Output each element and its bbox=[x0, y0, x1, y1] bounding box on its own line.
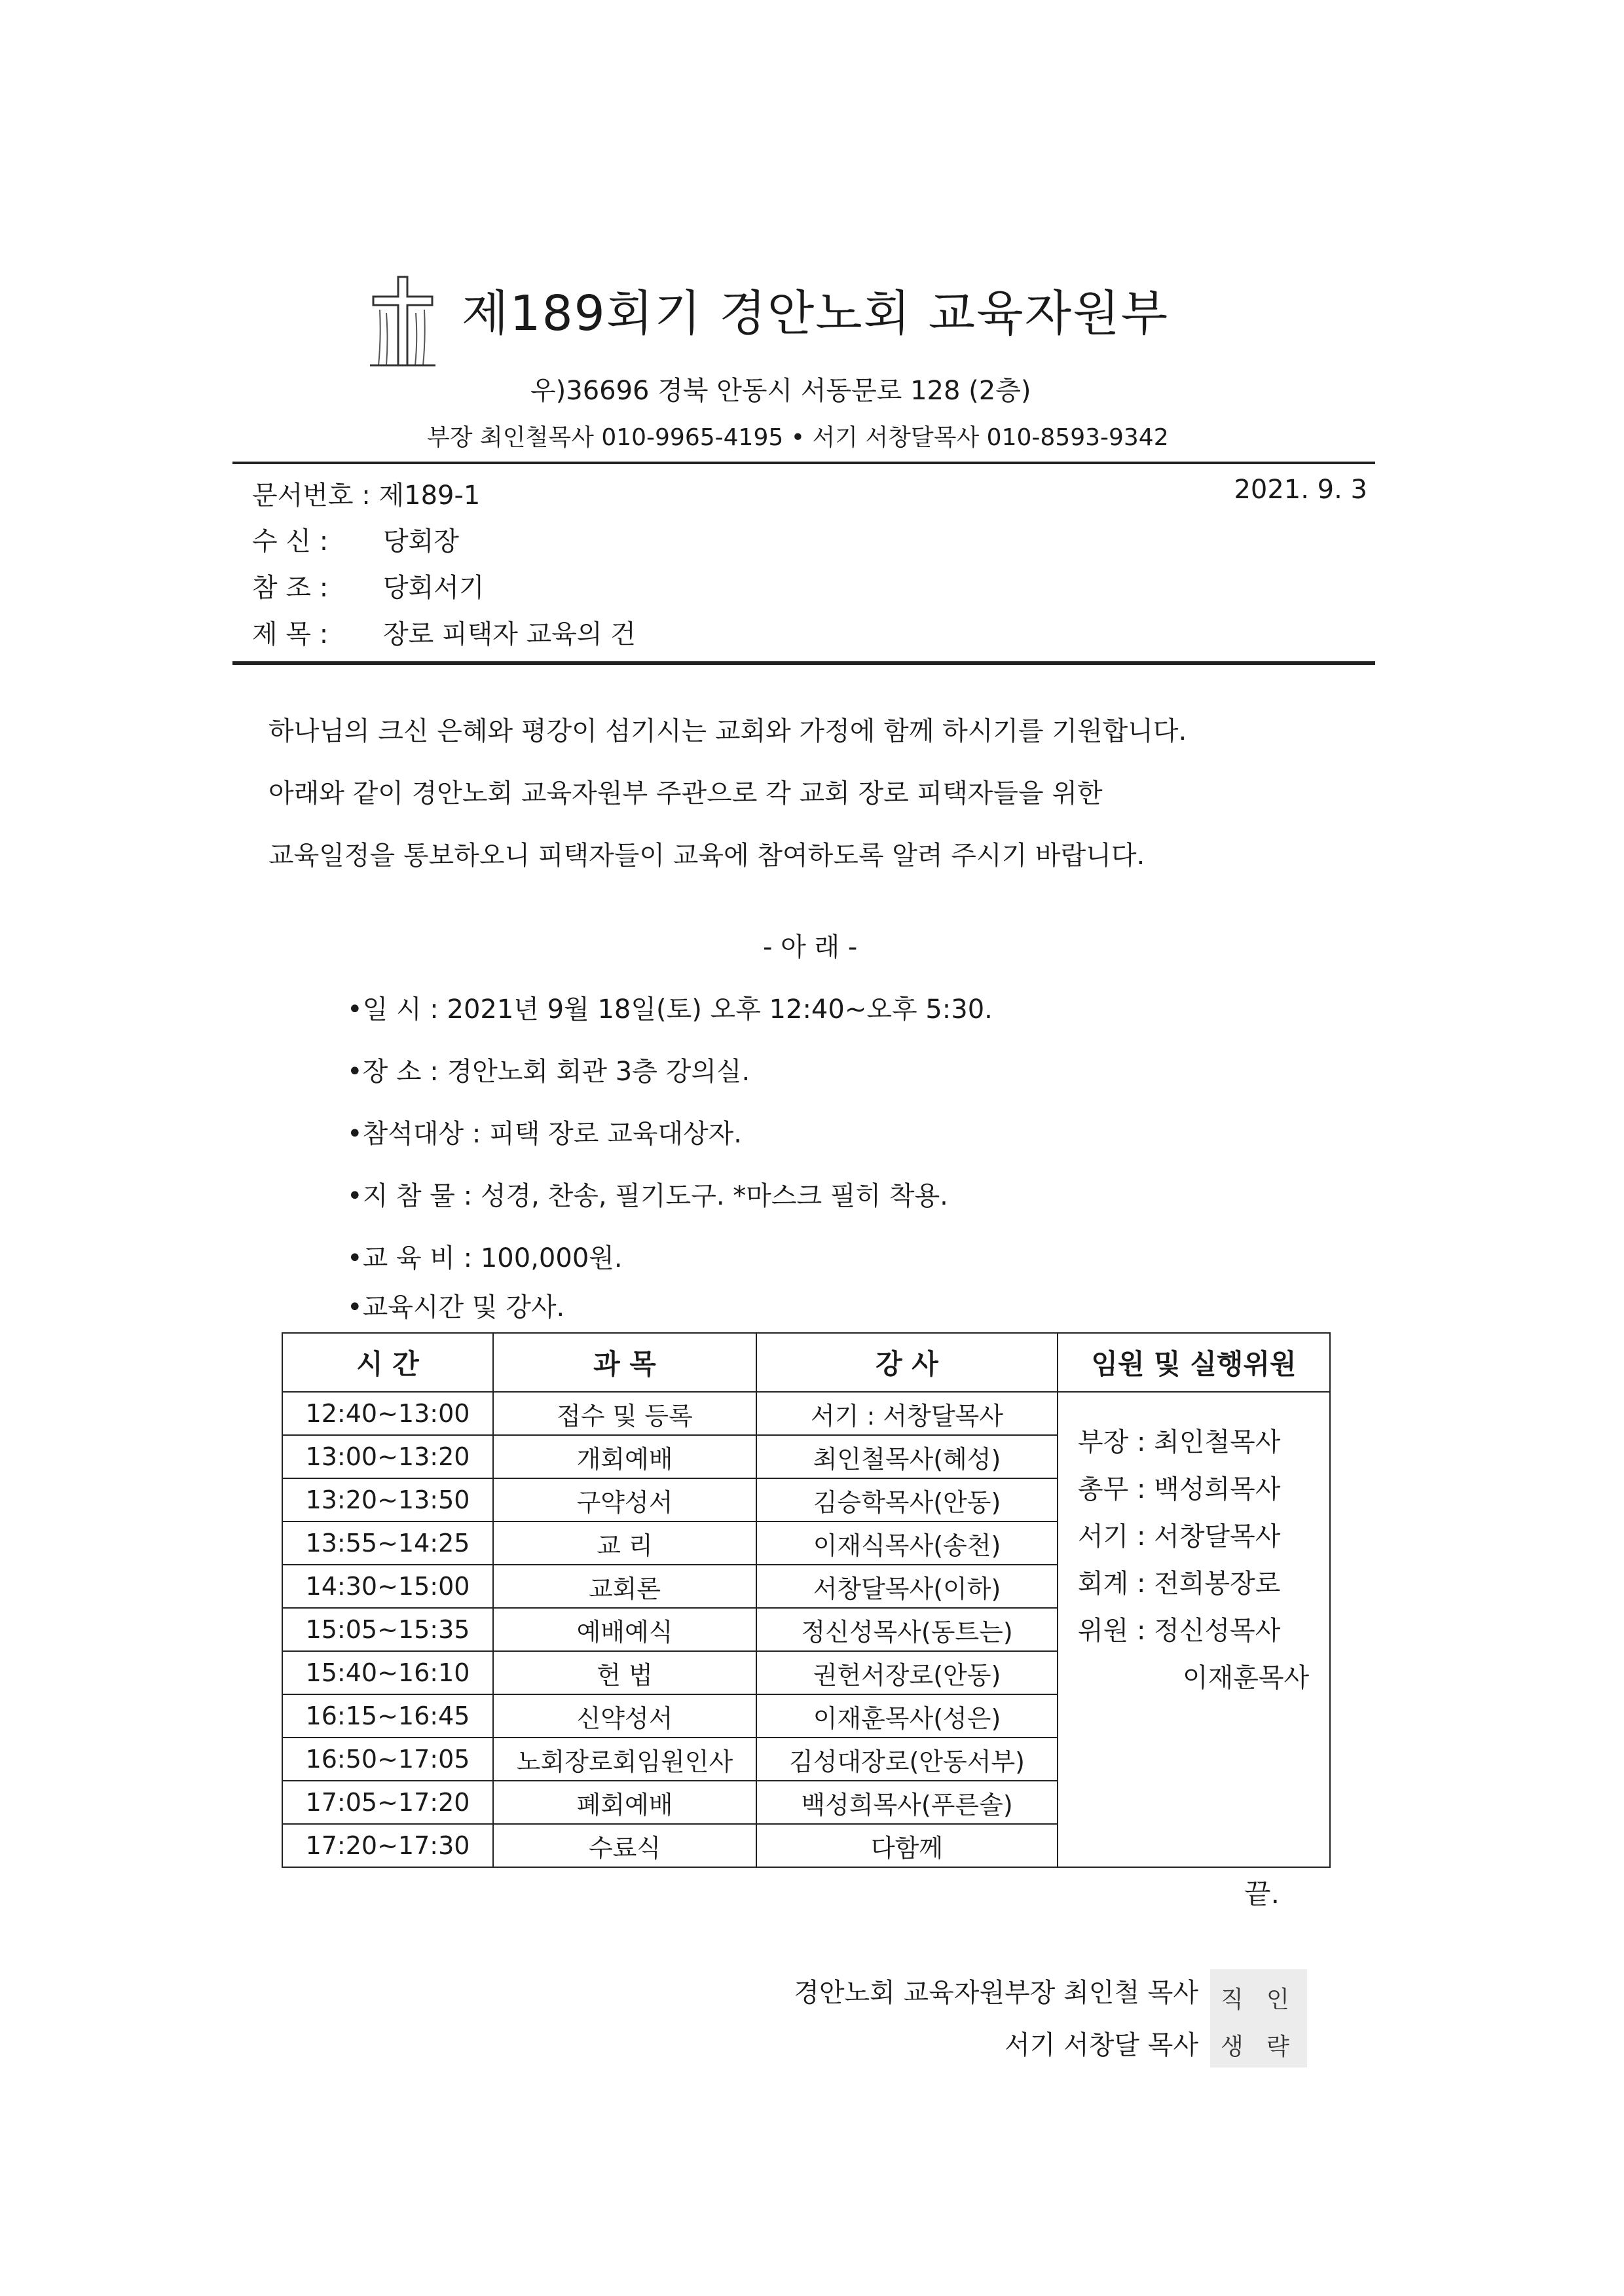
subject-cell: 수료식 bbox=[493, 1824, 756, 1867]
staff-line: 위원 : 정신성목사 bbox=[1078, 1616, 1281, 1646]
subject-cell: 신약성서 bbox=[493, 1694, 756, 1738]
time-cell: 12:40~13:00 bbox=[282, 1392, 493, 1435]
lecturer-cell: 김성대장로(안동서부) bbox=[756, 1738, 1058, 1781]
reference-label: 참 조 : bbox=[252, 573, 329, 603]
doc-number: 제189-1 bbox=[378, 481, 481, 511]
time-cell: 13:20~13:50 bbox=[282, 1478, 493, 1522]
letterhead-address: 우)36696 경북 안동시 서동문로 128 (2층) bbox=[530, 376, 1031, 406]
subject: 장로 피택자 교육의 건 bbox=[383, 619, 636, 649]
seal-char: 인 bbox=[1266, 1986, 1289, 2013]
body-line-3: 교육일정을 통보하오니 피택자들이 교육에 참여하도록 알려 주시기 바랍니다. bbox=[268, 841, 1145, 871]
detail-items bbox=[347, 1175, 948, 1212]
seal-char: 생 bbox=[1221, 2033, 1244, 2060]
staff-line: 서기 : 서창달목사 bbox=[1078, 1522, 1281, 1552]
subject-cell: 개회예배 bbox=[493, 1435, 756, 1478]
detail-schedule-title bbox=[347, 1286, 564, 1324]
doc-date: 2021. 9. 3 bbox=[1234, 475, 1367, 505]
lecturer-cell: 서창달목사(이하) bbox=[756, 1565, 1058, 1608]
time-cell: 13:55~14:25 bbox=[282, 1522, 493, 1565]
subject-cell: 접수 및 등록 bbox=[493, 1392, 756, 1435]
subject-cell: 노회장로회임원인사 bbox=[493, 1738, 756, 1781]
time-cell: 15:40~16:10 bbox=[282, 1651, 493, 1694]
body-line-2: 아래와 같이 경안노회 교육자원부 주관으로 각 교회 장로 피택자들을 위한 bbox=[268, 778, 1103, 809]
col-header-lecturer: 강 사 bbox=[756, 1333, 1058, 1392]
time-cell: 14:30~15:00 bbox=[282, 1565, 493, 1608]
lecturer-cell: 이재식목사(송천) bbox=[756, 1522, 1058, 1565]
detail-value: 2021년 9월 18일(토) 오후 12:40~오후 5:30. bbox=[447, 994, 993, 1025]
subject-cell: 교 리 bbox=[493, 1522, 756, 1565]
time-cell: 17:20~17:30 bbox=[282, 1824, 493, 1867]
detail-label: •장 소 : bbox=[347, 1057, 439, 1087]
lecturer-cell: 백성희목사(푸른솔) bbox=[756, 1781, 1058, 1824]
lecturer-cell: 최인철목사(혜성) bbox=[756, 1435, 1058, 1478]
detail-value: 성경, 찬송, 필기도구. *마스크 필히 착용. bbox=[480, 1181, 948, 1211]
header-divider bbox=[232, 462, 1375, 464]
detail-label: •지 참 물 : bbox=[347, 1181, 473, 1211]
subject-cell: 헌 법 bbox=[493, 1651, 756, 1694]
ahrae-heading: - 아 래 - bbox=[763, 932, 858, 962]
detail-label: •참석대상 : bbox=[347, 1119, 481, 1149]
body-line-1: 하나님의 크신 은혜와 평강이 섬기시는 교회와 가정에 함께 하시기를 기원합니다. bbox=[268, 716, 1187, 746]
cross-logo-icon bbox=[367, 274, 439, 372]
seal-char: 략 bbox=[1266, 2033, 1289, 2060]
meta-divider bbox=[232, 661, 1375, 665]
end-mark: 끝. bbox=[1244, 1878, 1280, 1910]
seal-omitted-stamp bbox=[1210, 1969, 1307, 2068]
lecturer-cell: 이재훈목사(성은) bbox=[756, 1694, 1058, 1738]
staff-line: 부장 : 최인철목사 bbox=[1078, 1427, 1281, 1457]
subject-label: 제 목 : bbox=[252, 619, 329, 649]
lecturer-cell: 서기 : 서창달목사 bbox=[756, 1392, 1058, 1435]
lecturer-cell: 권헌서장로(안동) bbox=[756, 1651, 1058, 1694]
subject-cell: 교회론 bbox=[493, 1565, 756, 1608]
detail-attendees bbox=[347, 1113, 742, 1150]
seal-char: 직 bbox=[1221, 1986, 1244, 2013]
reference-line bbox=[252, 567, 485, 604]
subject-line bbox=[252, 613, 636, 651]
signer-head: 경안노회 교육자원부장 최인철 목사 bbox=[794, 1978, 1198, 2008]
time-cell: 13:00~13:20 bbox=[282, 1435, 493, 1478]
staff-line: 총무 : 백성희목사 bbox=[1078, 1474, 1281, 1504]
detail-label: •일 시 : bbox=[347, 994, 439, 1025]
subject-cell: 예배예식 bbox=[493, 1608, 756, 1651]
staff-cell bbox=[1058, 1392, 1330, 1867]
letterhead-contact: 부장 최인철목사 010-9965-4195 • 서기 서창달목사 010-8593-9342 bbox=[427, 424, 1169, 451]
detail-label: •교육시간 및 강사. bbox=[347, 1292, 565, 1322]
detail-fee bbox=[347, 1237, 623, 1275]
recipient: 당회장 bbox=[383, 526, 459, 556]
detail-value: 경안노회 회관 3층 강의실. bbox=[447, 1057, 750, 1087]
col-header-subject: 과 목 bbox=[493, 1333, 756, 1392]
lecturer-cell: 김승학목사(안동) bbox=[756, 1478, 1058, 1522]
recipient-label: 수 신 : bbox=[252, 526, 329, 556]
lecturer-cell: 다함께 bbox=[756, 1824, 1058, 1867]
time-cell: 16:50~17:05 bbox=[282, 1738, 493, 1781]
detail-datetime bbox=[347, 989, 993, 1026]
letterhead-title: 제189회기 경안노회 교육자원부 bbox=[462, 285, 1170, 342]
table-row bbox=[282, 1392, 1330, 1435]
subject-cell: 구약성서 bbox=[493, 1478, 756, 1522]
time-cell: 15:05~15:35 bbox=[282, 1608, 493, 1651]
time-cell: 17:05~17:20 bbox=[282, 1781, 493, 1824]
schedule-table bbox=[282, 1332, 1331, 1868]
detail-location bbox=[347, 1051, 750, 1088]
detail-label: •교 육 비 : bbox=[347, 1243, 473, 1273]
staff-line: 회계 : 전희봉장로 bbox=[1078, 1569, 1281, 1599]
signer-secretary: 서기 서창달 목사 bbox=[1005, 2030, 1198, 2060]
reference: 당회서기 bbox=[383, 573, 485, 603]
col-header-time: 시 간 bbox=[282, 1333, 493, 1392]
time-cell: 16:15~16:45 bbox=[282, 1694, 493, 1738]
schedule-header-row bbox=[282, 1333, 1330, 1392]
doc-number-line bbox=[252, 475, 480, 512]
detail-value: 100,000원. bbox=[480, 1243, 623, 1273]
subject-cell: 폐회예배 bbox=[493, 1781, 756, 1824]
doc-number-label: 문서번호 : bbox=[252, 481, 371, 511]
lecturer-cell: 정신성목사(동트는) bbox=[756, 1608, 1058, 1651]
recipient-line bbox=[252, 520, 459, 558]
detail-value: 피택 장로 교육대상자. bbox=[489, 1119, 742, 1149]
col-header-staff: 임원 및 실행위원 bbox=[1058, 1333, 1330, 1392]
staff-line: 이재훈목사 bbox=[1183, 1663, 1310, 1693]
